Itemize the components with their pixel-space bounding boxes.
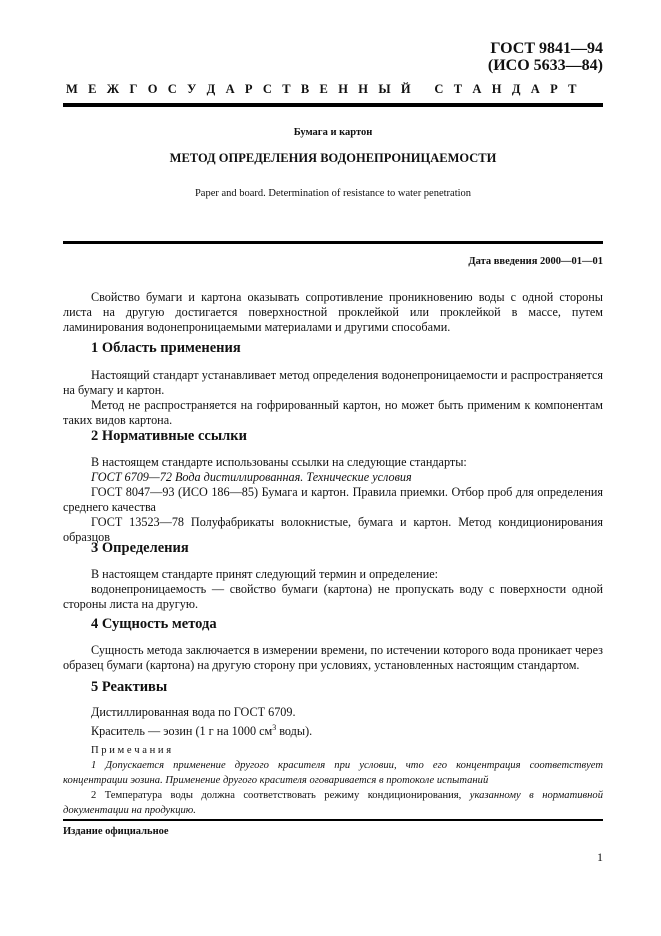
text: Краситель — эозин (1 г на 1000 см	[91, 724, 273, 739]
note-2	[63, 788, 603, 818]
section-4-heading: 4 Сущность метода	[91, 616, 217, 632]
paragraph: В настоящем стандарте принят следующий термин и определение:	[91, 567, 439, 581]
interstate-standard-banner: М Е Ж Г О С У Д А Р С Т В Е Н Н Ы Й С Т А Н Д А Р Т	[66, 82, 581, 96]
reference-item: ГОСТ 8047—93 (ИСО 186—85) Бумага и картон. Правила приемки. Отбор проб для определения среднего качества	[63, 485, 603, 514]
top-rule	[63, 103, 603, 107]
document-title: МЕТОД ОПРЕДЕЛЕНИЯ ВОДОНЕПРОНИЦАЕМОСТИ	[169, 151, 497, 165]
paragraph: Метод не распространяется на гофрированный картон, но может быть применим к компонентам таких видов картона.	[63, 398, 603, 427]
subject: Бумага и картон	[293, 127, 373, 138]
paragraph: Настоящий стандарт устанавливает метод определения водонепроницаемости и распространяется на бумагу и картон.	[63, 368, 603, 397]
section-3-heading: 3 Определения	[91, 540, 189, 556]
section-2-body	[63, 455, 603, 545]
footer-rule	[63, 819, 603, 821]
reference-item: ГОСТ 13523—78 Полуфабрикаты волокнистые, бумага и картон. Метод кондиционирования образцов	[63, 515, 603, 544]
section-1-heading: 1 Область применения	[91, 340, 241, 356]
text: 2 Температура воды должна соответствовать режиму кондиционирования,	[91, 790, 462, 802]
document-designation	[488, 40, 603, 74]
paragraph	[63, 720, 603, 739]
page-number: 1	[597, 850, 603, 864]
section-3-body	[63, 567, 603, 612]
superscript: 3	[272, 723, 277, 732]
section-5-heading: 5 Реактивы	[91, 679, 168, 695]
title-rule	[63, 241, 603, 244]
text: воды).	[276, 724, 313, 739]
note-1: 1 Допускается применение другого красителя при условии, что его концентрация соответствует концентрации эозина. Применение другого красителя оговаривается в протоколе испытаний	[63, 760, 603, 787]
gost-number: ГОСТ 9841—94	[490, 40, 603, 57]
iso-number: (ИСО 5633—84)	[487, 57, 603, 74]
paragraph: В настоящем стандарте использованы ссылки на следующие стандарты:	[91, 455, 467, 469]
introduction-date: Дата введения 2000—01—01	[468, 256, 603, 267]
section-2-heading: 2 Нормативные ссылки	[91, 428, 247, 444]
section-4-body: Сущность метода заключается в измерении времени, по истечении которого вода проникает через образец бумаги (картона) на другую сторону при условиях, установленных настоящим стандартом.	[63, 643, 603, 672]
reference-item: ГОСТ 6709—72 Вода дистиллированная. Технические условия	[91, 470, 412, 484]
english-title: Paper and board. Determination of resistance to water penetration	[194, 188, 472, 199]
section-5-body	[63, 705, 603, 818]
section-1-body	[63, 368, 603, 428]
intro-paragraph: Свойство бумаги и картона оказывать сопротивление проникновению воды с одной стороны листа на другую достигается поверхностной проклейкой или проклейкой в массе, путем ламинирования водонепроницаемыми материалами и другими способами.	[63, 290, 603, 334]
paragraph: Дистиллированная вода по ГОСТ 6709.	[91, 705, 296, 719]
text: указанному в нормативной документации на продукцию.	[63, 790, 603, 817]
definition: водонепроницаемость — свойство бумаги (картона) не пропускать воду с поверхности одной стороны листа на другую.	[63, 582, 603, 611]
notes-label: П р и м е ч а н и я	[91, 745, 172, 757]
official-edition-label: Издание официальное	[63, 826, 169, 837]
